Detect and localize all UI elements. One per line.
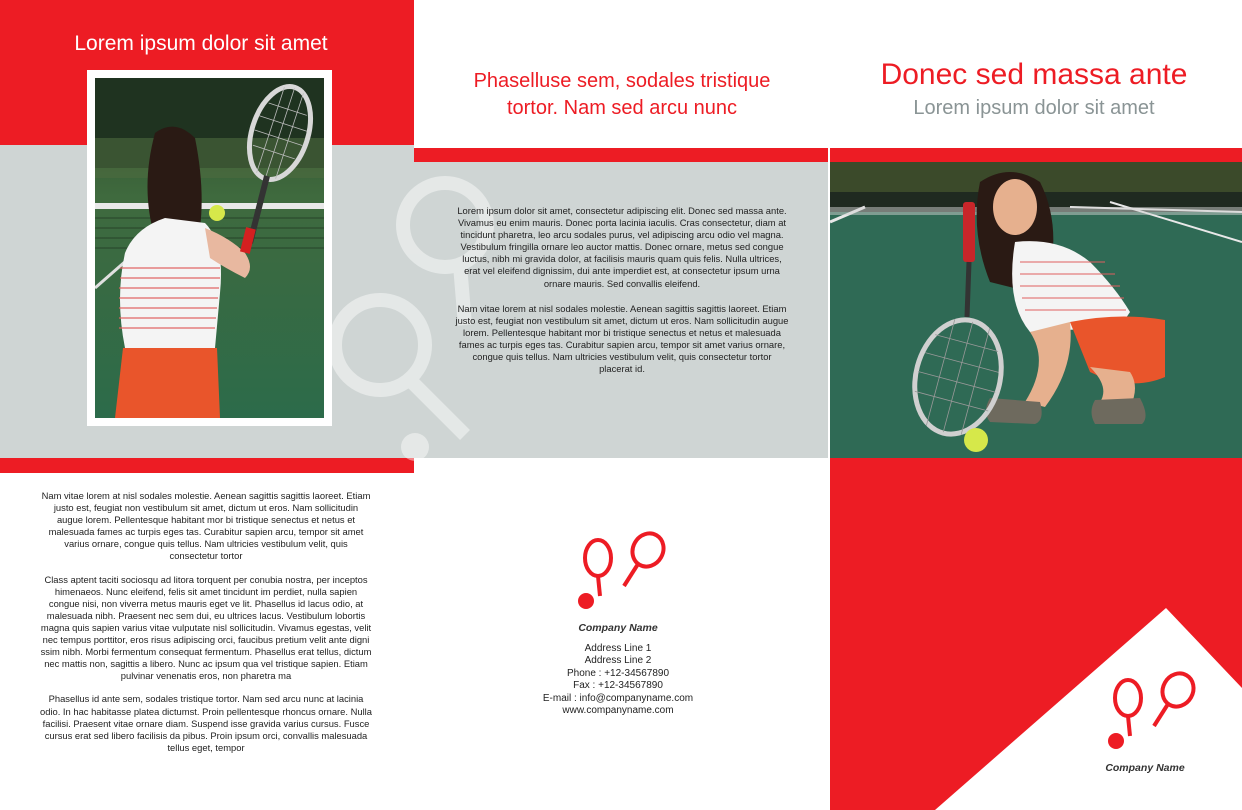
left-paragraph-2: Class aptent taciti sociosqu ad litora torquent per conubia nostra, per inceptos himenaeos. Nunc eleifend, felis sit amet tincidunt im perdiet, nulla sapien congue nisi, non viverra metus mauris eget ve lit. Phasellus id lacus odio, at malesuada nibh. Praesent nec sem dui, eu ultrices lacus. Vestibulum lobortis magna quis sapien varius vitae vulputate nisl sollicitudin. Vivamus egestas, velit nec tempus porttitor, eros risus adipiscing orci, faucibus pretium velit ante digni ssim nibh. Morbi fermentum consequat fermentum. Phasellus erat tellus, dictum nec mattis non, sagittis a libero. Nunc ac ipsum qua vel tristique sapien. Etiam pulvinar venenatis eros, non pharetra ma [40, 573, 372, 682]
tennis-player-crouching-photo [830, 162, 1242, 458]
middle-panel-body-text [455, 205, 789, 388]
middle-paragraph-1: Lorem ipsum dolor sit amet, consectetur adipiscing elit. Donec sed massa ante. Vivamus eu enim mauris. Donec porta lacinia iaculis. Cras consectetur, diam at tincidunt pharetra, leo arcu sodales purus, vel adipiscing arcu odio vel magna. Vestibulum fringilla ornare leo auctor mattis. Donec ornare, metus sed congue luctus, nibh mi gravida dolor, at facilisis mauris quam quis felis. Nulla ultrices, erat vel eleifend dignissim, dui ante imperdiet est, at consectetur ipsum urna ornare mauris. Sed convallis eleifend. [457, 205, 787, 289]
right-panel-heading: Donec sed massa ante [880, 58, 1188, 91]
middle-panel-heading [424, 68, 820, 122]
tennis-rackets-logo-icon [570, 528, 670, 618]
left-paragraph-3: Phasellus id ante sem, sodales tristique tortor. Nam sed arcu nunc at lacinia odio. In hac habitasse platea dictumst. Proin pellentesque rhoncus ornare. Nulla facilisi. Praesent vitae ornare diam. Suspend isse gravida varius cursus. Fusce cursus erat sed libero facilisis da pibus. Proin ipsum orci, convallis malesuada tellus eget, tempor [40, 693, 372, 753]
tennis-rackets-logo-icon [1100, 668, 1200, 758]
right-panel-subheading: Lorem ipsum dolor sit amet [913, 97, 1155, 119]
right-company-name: Company Name [1105, 762, 1185, 774]
address-line-2: Address Line 2 [584, 655, 652, 667]
right-panel-red-strip [830, 148, 1242, 162]
contact-block [514, 643, 722, 717]
address-line-1: Address Line 1 [584, 643, 652, 654]
middle-paragraph-2: Nam vitae lorem at nisl sodales molestie. Aenean sagittis sagittis laoreet. Etiam justo est, feugiat non vestibulum sit amet, dictum ut eros. Nam sollicitudin augue lorem. Pellentesque habitant mor bi tristique senectus et netus et malesuada fames ac turpis eges tas. Curabitur sapien arcu, tempor sit amet varius ornare, congue quis tellus. Nam ultricies vestibulum velit, quis consectetur tortor placerat id. [455, 302, 789, 375]
phone-line: Phone : +12-34567890 [566, 667, 670, 679]
fax-line: Fax : +12-34567890 [573, 680, 663, 692]
left-panel-body-text [40, 490, 372, 765]
middle-heading-line-1: Phaselluse sem, sodales tristique [473, 70, 771, 92]
panel-divider [828, 148, 830, 458]
middle-company-name: Company Name [578, 622, 658, 634]
left-panel-heading: Lorem ipsum dolor sit amet [74, 32, 328, 55]
website-line: www.companyname.com [562, 705, 674, 717]
tennis-player-back-photo [95, 78, 324, 418]
middle-heading-line-2: tortor. Nam sed arcu nunc [506, 97, 738, 119]
left-paragraph-1: Nam vitae lorem at nisl sodales molestie. Aenean sagittis sagittis laoreet. Etiam justo est, feugiat non vestibulum sit amet, dictum ut eros. Nam sollicitudin augue lorem. Pellentesque habitant mor bi tristique senectus et netus et malesuada fames ac turpis eges tas. Curabitur sapien arcu, tempor sit amet varius ornare, congue quis tellus. Nam ultricies vestibulum velit, quis consectetur tortor [41, 490, 371, 562]
middle-panel-red-strip [414, 148, 828, 162]
email-line: E-mail : info@companyname.com [542, 692, 694, 704]
